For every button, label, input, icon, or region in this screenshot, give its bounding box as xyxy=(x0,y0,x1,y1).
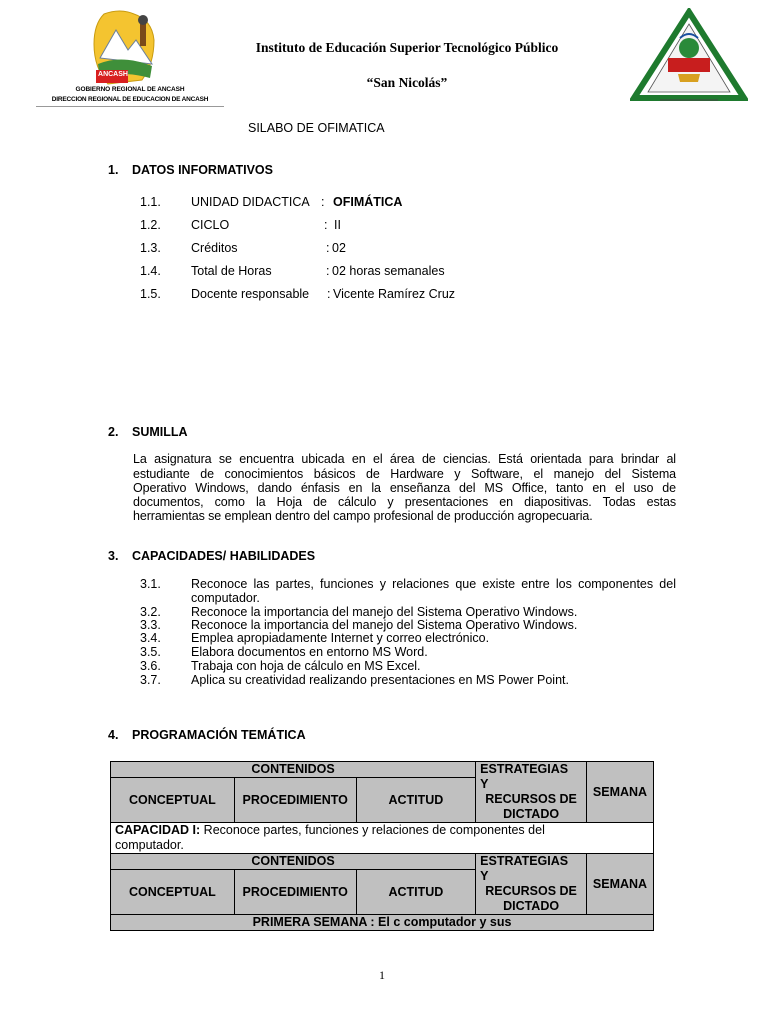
cap-3-3-number: 3.3. xyxy=(140,618,161,632)
semana-header-2: SEMANA xyxy=(587,854,654,915)
section-1-heading: DATOS INFORMATIVOS xyxy=(132,163,273,177)
contenidos-header: CONTENIDOS xyxy=(111,762,476,778)
institution-subname: “San Nicolás” xyxy=(366,75,448,90)
estrategias-line-2: Y xyxy=(480,777,489,791)
section-2-heading: SUMILLA xyxy=(132,425,188,439)
item-1-3-label: Créditos xyxy=(191,241,238,255)
item-1-4-value: 02 horas semanales xyxy=(332,264,445,278)
cap-3-6-text: Trabaja con hoja de cálculo en MS Excel. xyxy=(191,659,421,673)
procedimiento-header: PROCEDIMIENTO xyxy=(234,778,356,823)
estrategias-line-1: ESTRATEGIAS xyxy=(480,762,569,776)
sumilla-line-1: La asignatura se encuentra ubicada en el área de ciencias. Está orientada para brindar al xyxy=(133,452,676,466)
estrategias-2-line-2: Y xyxy=(480,869,489,883)
item-1-2-sep: : xyxy=(324,218,328,232)
item-1-2-value: II xyxy=(334,218,341,232)
item-1-2-number: 1.2. xyxy=(140,218,161,232)
item-1-3-sep: : xyxy=(326,241,330,255)
item-1-3-number: 1.3. xyxy=(140,241,161,255)
estrategias-2-line-1: ESTRATEGIAS xyxy=(480,854,569,868)
item-1-4-sep: : xyxy=(326,264,330,278)
sumilla-line-2: estudiante de conocimientos básicos de Hardware y Software, el manejo del Sistema xyxy=(133,467,676,481)
item-1-1-value: OFIMÁTICA xyxy=(333,195,403,209)
item-1-5-number: 1.5. xyxy=(140,287,161,301)
cap-3-5-number: 3.5. xyxy=(140,645,161,659)
cap-3-1-text: Reconoce las partes, funciones y relaciones que existe entre los componentes del xyxy=(191,577,676,591)
item-1-5-value: Vicente Ramírez Cruz xyxy=(333,287,456,301)
document-title: SILABO DE OFIMATICA xyxy=(248,121,385,135)
cap-3-1-text-cont: computador. xyxy=(191,591,260,605)
estrategias-2-line-3: RECURSOS DE xyxy=(485,884,577,898)
semana-header: SEMANA xyxy=(587,762,654,823)
item-1-2-label: CICLO xyxy=(191,218,230,232)
institution-name: Instituto de Educación Superior Tecnológico Público xyxy=(255,40,559,55)
conceptual-header: CONCEPTUAL xyxy=(111,778,235,823)
triangle-seal-icon xyxy=(630,8,748,106)
estrategias-header-2 xyxy=(476,854,587,915)
sumilla-line-3: Operativo Windows, dando énfasis en la enseñanza del MS Office, tanto en el uso de xyxy=(133,481,676,495)
item-1-1-label: UNIDAD DIDACTICA xyxy=(191,195,310,209)
page-number: 1 xyxy=(379,968,385,982)
logo-badge: ANCASH xyxy=(98,71,128,78)
cap-3-2-text: Reconoce la importancia del manejo del Sistema Operativo Windows. xyxy=(191,605,578,619)
item-1-4-number: 1.4. xyxy=(140,264,161,278)
estrategias-line-4: DICTADO xyxy=(503,807,560,821)
cap-3-5-text: Elabora documentos en entorno MS Word. xyxy=(191,645,428,659)
cap-3-2-number: 3.2. xyxy=(140,605,161,619)
cap-3-6-number: 3.6. xyxy=(140,659,161,673)
gobierno-regional-text: GOBIERNO REGIONAL DE ANCASH xyxy=(75,86,185,93)
san-nicolas-emblem xyxy=(630,8,748,106)
section-2-number: 2. xyxy=(108,425,119,439)
section-4-heading: PROGRAMACIÓN TEMÁTICA xyxy=(132,728,306,742)
actitud-header: ACTITUD xyxy=(356,778,475,823)
capacidad-label: CAPACIDAD I: xyxy=(115,823,201,837)
cap-3-7-number: 3.7. xyxy=(140,673,161,687)
cap-3-4-number: 3.4. xyxy=(140,631,161,645)
section-4-number: 4. xyxy=(108,728,119,742)
section-1-number: 1. xyxy=(108,163,119,177)
item-1-1-sep: : xyxy=(321,195,325,209)
item-1-4-label: Total de Horas xyxy=(191,264,272,278)
capacidad-text-cont: computador. xyxy=(115,838,184,852)
contenidos-header-2: CONTENIDOS xyxy=(111,854,476,870)
cap-3-4-text: Emplea apropiadamente Internet y correo electrónico. xyxy=(191,631,490,645)
direccion-regional-text: DIRECCION REGIONAL DE EDUCACION DE ANCASH xyxy=(51,96,209,103)
item-1-3-value: 02 xyxy=(332,241,346,255)
procedimiento-header-2: PROCEDIMIENTO xyxy=(234,870,356,915)
estrategias-line-3: RECURSOS DE xyxy=(485,792,577,806)
programacion-table xyxy=(110,761,654,931)
sumilla-line-4: documentos, como la Hoja de cálculo y presentaciones en diapositivas. Todas estas xyxy=(133,495,676,509)
estrategias-header xyxy=(476,762,587,823)
item-1-1-number: 1.1. xyxy=(140,195,161,209)
sumilla-line-5: herramientas se emplean dentro del campo profesional de producción agropecuaria. xyxy=(133,509,593,523)
capacidad-row xyxy=(111,823,654,854)
logo-underline xyxy=(36,106,224,107)
cap-3-3-text: Reconoce la importancia del manejo del Sistema Operativo Windows. xyxy=(191,618,578,632)
cap-3-7-text: Aplica su creatividad realizando presentaciones en MS Power Point. xyxy=(191,673,569,687)
conceptual-header-2: CONCEPTUAL xyxy=(111,870,235,915)
item-1-5-sep: : xyxy=(327,287,331,301)
section-3-number: 3. xyxy=(108,549,119,563)
actitud-header-2: ACTITUD xyxy=(356,870,475,915)
cap-3-1-number: 3.1. xyxy=(140,577,161,591)
primera-semana-row: PRIMERA SEMANA : El c computador y sus xyxy=(111,915,654,931)
item-1-5-label: Docente responsable xyxy=(191,287,310,301)
section-3-heading: CAPACIDADES/ HABILIDADES xyxy=(132,549,316,563)
estrategias-2-line-4: DICTADO xyxy=(503,899,560,913)
capacidad-text: Reconoce partes, funciones y relaciones de componentes del xyxy=(200,823,545,837)
